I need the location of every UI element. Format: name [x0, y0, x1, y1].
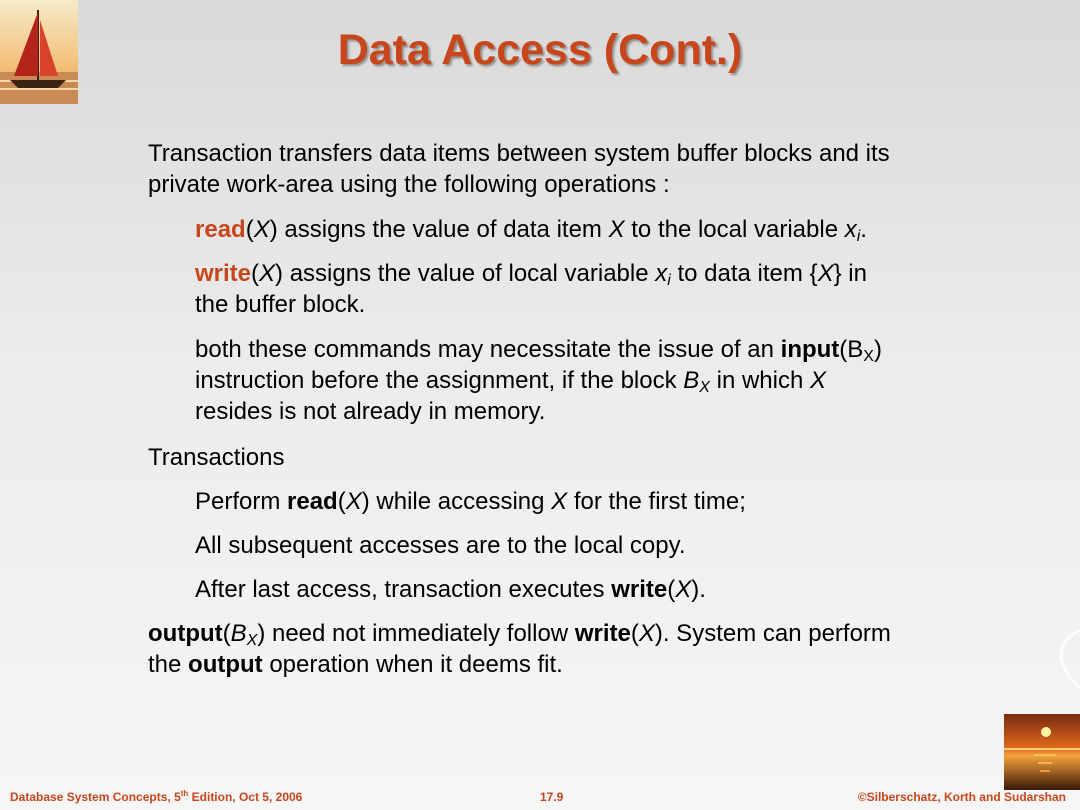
transactions-heading: Transactions	[148, 444, 285, 471]
output-arg: B	[230, 620, 247, 647]
intro-paragraph	[148, 138, 890, 200]
write-text-a: assigns the value of local variable	[283, 260, 656, 287]
sunset-image-icon	[1004, 714, 1080, 790]
write-arg: X	[259, 260, 276, 287]
write-local-var: x	[655, 260, 668, 287]
both-line2-c: in which	[709, 367, 810, 394]
footer-left-sup: th	[180, 789, 189, 798]
both-text-a: both these commands may necessitate the issue of an	[195, 336, 781, 363]
footer-page-number: 17.9	[540, 790, 564, 804]
write-operation-item: write(X) assigns the value of local variable $x_i$ to data item {X} in the buffer block.	[195, 260, 867, 318]
perform-arg: X	[345, 488, 362, 515]
output-keyword-2: output	[188, 651, 263, 678]
footer-left-a: Database System Concepts, 5	[10, 790, 181, 804]
read-local-var: x	[844, 216, 857, 243]
read-text-a: assigns the value of data item	[277, 216, 609, 243]
read-var: X	[608, 216, 625, 243]
after-access-item: After last access, transaction executes write(X).	[195, 576, 706, 603]
both-block-sub: X	[699, 379, 710, 396]
both-line-3: resides is not already in memory.	[195, 398, 546, 425]
footer-copyright: ©Silberschatz, Korth and Sudarshan	[857, 790, 1066, 804]
output-write-arg: X	[638, 620, 655, 647]
read-text-b: to the local variable	[624, 216, 845, 243]
output-text-a: need not immediately follow	[265, 620, 575, 647]
input-arg-sub: X	[863, 348, 874, 365]
output-line2-b: operation when it deems fit.	[262, 651, 563, 678]
perform-keyword: read	[287, 488, 338, 515]
after-text-a: After last access, transaction executes	[195, 576, 612, 603]
intro-line-2: private work-area using the following operations :	[148, 171, 670, 198]
page-title: Data Access (Cont.)	[337, 26, 743, 74]
write-text-c: } in	[833, 260, 867, 287]
read-keyword: read	[195, 216, 246, 243]
read-operation-item: read(X) assigns the value of data item X to the local variable $x_i$.	[195, 216, 867, 245]
write-text-b: to data item {	[670, 260, 818, 287]
write-line-2: the buffer block.	[195, 291, 366, 318]
read-subscript: i	[856, 228, 861, 245]
output-line2-a: the	[148, 651, 189, 678]
output-text-b: . System can perform	[662, 620, 891, 647]
footer-left-b: Edition, Oct 5, 2006	[188, 790, 303, 804]
read-end: .	[860, 216, 867, 243]
read-arg: X	[253, 216, 270, 243]
write-subscript: i	[667, 272, 671, 289]
output-arg-sub: X	[246, 632, 258, 649]
both-line2-var: X	[810, 367, 827, 394]
write-var: X	[817, 260, 834, 287]
subsequent-item: All subsequent accesses are to the local copy.	[195, 532, 686, 559]
intro-line-1: Transaction transfers data items between system buffer blocks and its	[148, 140, 890, 167]
perform-text-b: while accessing	[369, 488, 552, 515]
input-arg-close: )	[873, 336, 882, 363]
perform-read-item: Perform read(X) while accessing X for the first time;	[195, 488, 746, 515]
input-arg-open: (B	[839, 336, 864, 363]
footer-source	[10, 790, 302, 804]
input-note-item	[195, 334, 882, 427]
output-paragraph: $output(B_X)$ need not immediately follow write(X). System can perform the output operation when it deems fit.	[148, 620, 891, 678]
perform-text-a: Perform	[195, 488, 288, 515]
perform-text-c: for the first time;	[567, 488, 746, 515]
after-keyword: write	[611, 576, 668, 603]
write-keyword: write	[195, 260, 252, 287]
output-write-keyword: write	[574, 620, 631, 647]
perform-var: X	[551, 488, 568, 515]
input-keyword: input	[780, 336, 840, 363]
after-end: .	[699, 576, 706, 603]
after-arg: X	[675, 576, 692, 603]
both-line2-a: instruction before the assignment, if the block	[195, 367, 684, 394]
output-keyword: output	[148, 620, 223, 647]
decorative-curve-icon	[1030, 630, 1080, 690]
both-block-var: B	[683, 367, 700, 394]
